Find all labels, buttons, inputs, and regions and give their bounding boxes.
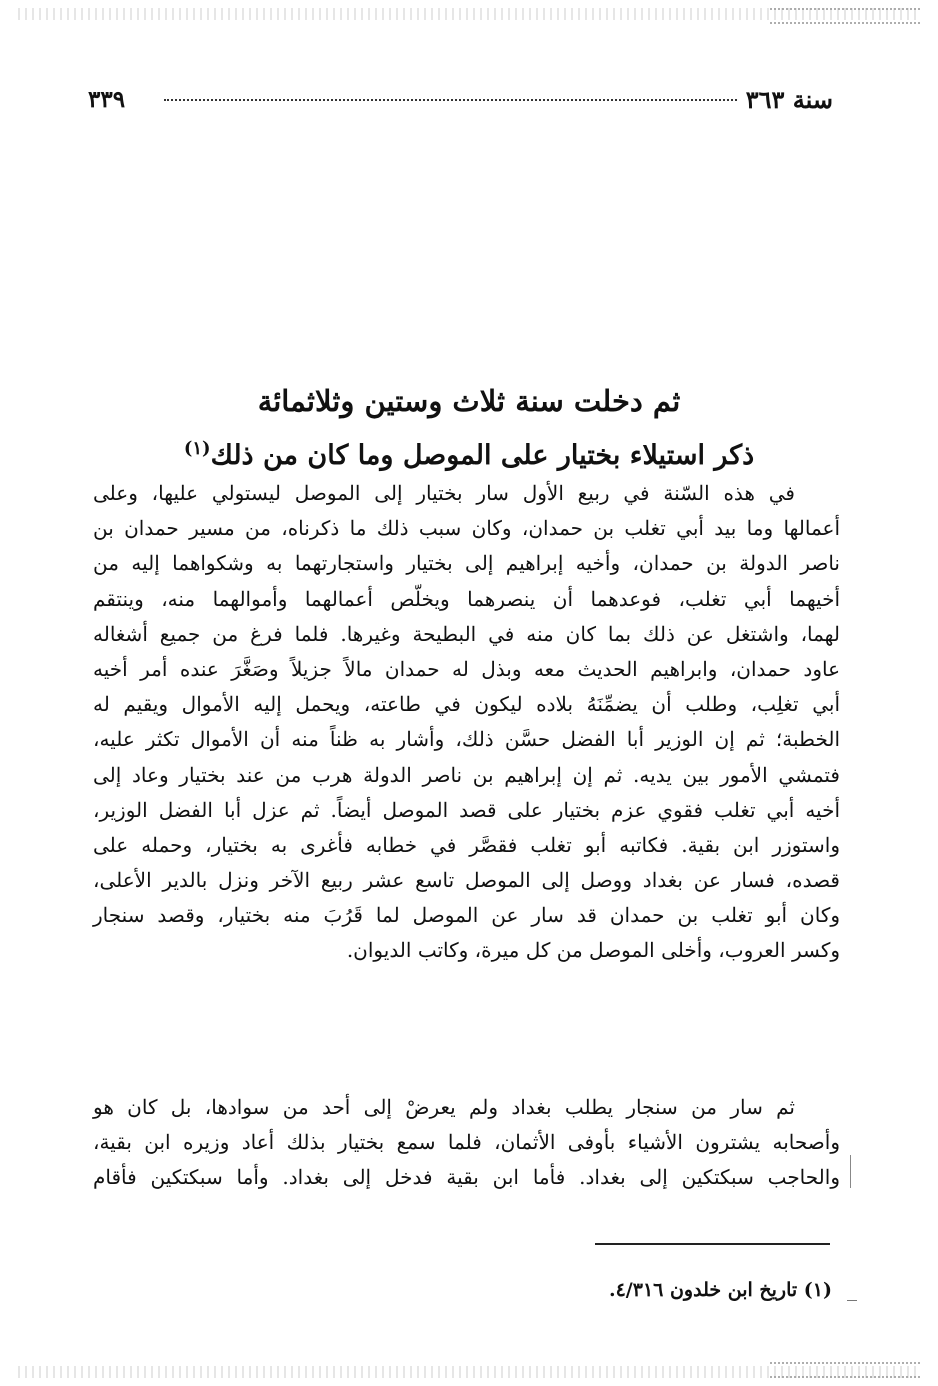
paragraph-line: ناصر الدولة بن حمدان، وأخيه إبراهيم إلى بختيار واستجارتهما به وشكواهما إليه من	[93, 551, 840, 576]
top-ornament	[770, 8, 920, 24]
paragraph-line: قصده، فسار عن بغداد ووصل إلى الموصل تاسع عشر ربيع الآخر ونزل بالدير الأعلى،	[93, 868, 840, 893]
paragraph-line: وأصحابه يشترون الأشياء بأوفى الأثمان، فلما سمع بختيار بذلك أعاد وزيره ابن بقية،	[93, 1130, 840, 1155]
page-number: ٣٣٩	[88, 86, 126, 113]
paragraph-line: ثم سار من سنجار يطلب بغداد ولم يعرضْ إلى أحد من سوادها، بل كان هو	[93, 1095, 795, 1119]
paragraph-line: واستوزر ابن بقية. فكاتبه أبو تغلب فقصَّر في خطابه فأغرى به بختيار، وحمله على	[93, 832, 840, 857]
header-dotted-rule	[164, 99, 737, 101]
page-header	[88, 80, 833, 120]
paragraph-line: في هذه السّنة في ربيع الأول سار بختيار إلى الموصل ليستولي عليها، وعلى	[93, 481, 795, 505]
paragraph-1	[93, 476, 840, 969]
paragraph-line: والحاجب سبكتكين إلى بغداد. فأما ابن بقية فدخل إلى بغداد. وأما سبكتكين فأقام	[93, 1165, 840, 1190]
paragraph-line: فتمشي الأمور بين يديه. ثم إن إبراهيم بن ناصر الدولة هرب من عند بختيار وعاد إلى	[93, 762, 840, 787]
paragraph-line: أخيه أبي تغلب فقوي عزم بختيار على قصد الموصل أيضاً. ثم عزل أبا الفضل الوزير،	[93, 797, 840, 822]
scan-mark	[847, 1300, 857, 1301]
paragraph-line: عاود حمدان، وابراهيم الحديث معه وبذل له حمدان مالاً جزيلاً وصَغَّرَ عنده أمر أخيه	[93, 656, 840, 681]
paragraph-2	[93, 1090, 840, 1196]
margin-mark	[850, 1155, 851, 1188]
footnote: (١) تاريخ ابن خلدون ٤/٣١٦.	[608, 1279, 832, 1301]
running-head: سنة ٣٦٣	[745, 85, 833, 114]
paragraph-line: أعمالها وما بيد أبي تغلب بن حمدان، وكان سبب ذلك ما ذكرناه، من مسير حمدان بن	[93, 516, 840, 541]
paragraph-line: لهما، واشتغل عن ذلك بما كان منه في البطيحة وغيرها. فلما فرغ من جميع أشغاله	[93, 621, 840, 646]
paragraph-line: وكان أبو تغلب بن حمدان قد سار عن الموصل لما قَرُبَ منه بختيار، وقصد سنجار	[93, 903, 840, 928]
section-footnote-marker: (١)	[183, 438, 211, 460]
paragraph-line: الخطبة؛ ثم إن الوزير أبا الفضل حسَّن ذلك، وأشار به ظناً منه أن الأموال تكثر عليه،	[93, 727, 840, 752]
section-title	[103, 436, 835, 476]
paragraph-line: أخيهما أبي تغلب، فوعدهما أن ينصرهما ويخلّص أعمالهما وأموالهما منه، وينتقم	[93, 586, 840, 611]
paragraph-line: أبي تغلِب، وطلب أن يضمِّنَهُ بلاده ليكون في طاعته، ويحمل إليه الأموال ويقيم له	[93, 692, 840, 717]
paragraph-line: وكسر العروب، وأخلى الموصل من كل ميرة، وكاتب الديوان.	[346, 938, 840, 963]
bottom-ornament	[770, 1362, 920, 1378]
footnote-divider	[595, 1243, 830, 1245]
section-title-text: ذكر استيلاء بختيار على الموصل وما كان من ذلك	[210, 440, 755, 472]
chapter-title: ثم دخلت سنة ثلاث وستين وثلاثمائة	[257, 384, 681, 419]
